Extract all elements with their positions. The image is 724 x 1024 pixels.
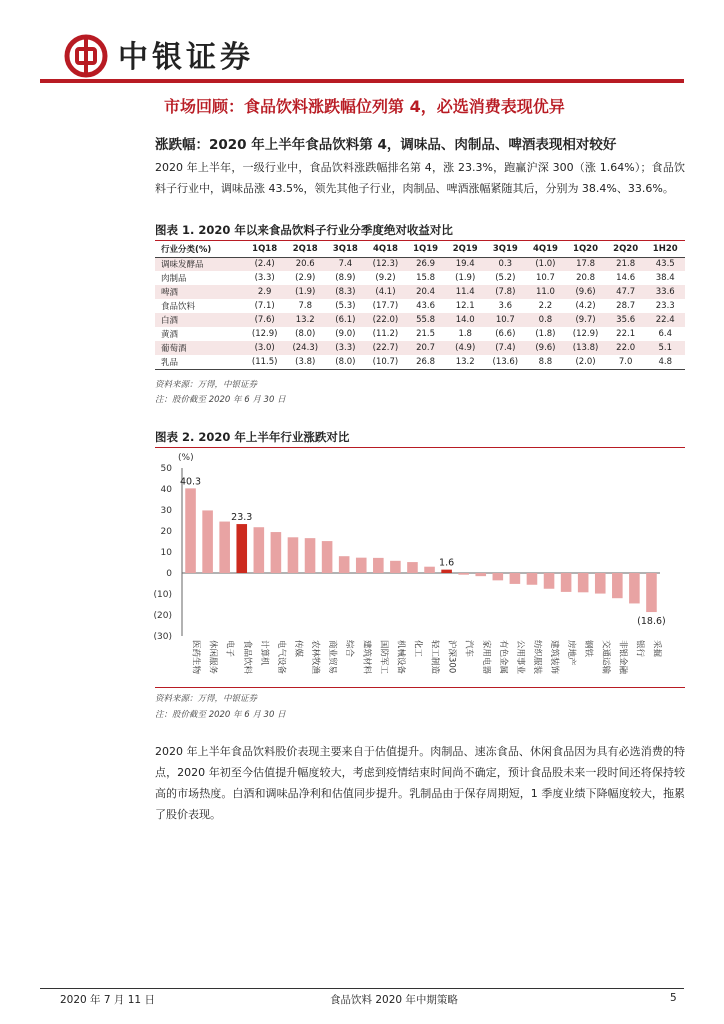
table-row [155,257,685,271]
column-header: 1H20 [645,241,685,257]
category-label: 休闲服务 [207,640,218,675]
y-tick-label: (10) [153,590,172,600]
category-label: 国防军工 [378,640,389,675]
column-header: 1Q19 [406,241,446,257]
intro-paragraph: 2020 年上半年，一级行业中，食品饮料涨跌幅排名第 4，涨 23.3%，跑赢沪深 300（涨 1.64%）；食品饮料子行业中，调味品涨 43.5%，领先其他子行业，肉制品、啤酒涨幅紧随其后，分别为 38.4%、33.6%。 [155,161,685,195]
bar [595,573,606,594]
category-label: 钢铁 [583,640,594,658]
brand-name: 中银证券 [118,40,254,75]
bar [356,558,367,573]
bank-of-china-logo-icon [64,34,108,78]
table-cell: 7.4 [326,257,366,271]
footer-doc-title: 食品饮料 2020 年中期策略 [330,994,458,1006]
table-cell: 6.4 [658,329,672,339]
table-cell: 26.9 [406,257,446,271]
category-label: 农林牧渔 [310,640,321,675]
table-cell: 0.3 [485,257,526,271]
figure1-note: 注：股价截至 2020 年 6 月 30 日 [155,395,286,405]
table-cell: 12.1 [455,301,475,311]
data-label: 40.3 [179,476,202,488]
category-label: 交通运输 [600,640,611,675]
table-cell: 15.8 [416,273,436,283]
bar [219,522,230,573]
bar [407,562,418,573]
table-header-row [155,241,685,257]
bar [185,488,196,573]
table-cell: 20.7 [406,341,446,355]
category-label: 银行 [634,640,645,658]
table-cell: 22.4 [645,313,685,327]
table-cell: (8.0) [295,329,316,339]
table-cell: 14.6 [616,273,636,283]
row-label: 肉制品 [161,274,187,284]
y-tick-label: 50 [160,464,172,474]
table-row [155,271,685,285]
category-label: 非银金融 [617,640,628,675]
category-label: 轻工制造 [429,640,440,675]
table-cell: (1.9) [455,273,476,283]
table-cell: (8.3) [326,285,366,299]
table-cell: 55.8 [406,313,446,327]
table-cell: (11.5) [244,355,285,369]
table-cell: 20.4 [406,285,446,299]
bar [561,573,572,592]
category-label: 医药生物 [190,640,201,675]
table-cell: (7.4) [485,341,526,355]
figure2-rule [155,447,685,448]
table-cell: (22.7) [365,341,406,355]
table-cell: 1.8 [458,329,472,339]
table-cell: (1.8) [535,329,556,339]
table-cell: (8.9) [335,273,356,283]
y-tick-label: (20) [153,611,172,621]
category-label: 建筑装饰 [549,640,560,675]
table-cell: 10.7 [535,273,555,283]
table-cell: 23.3 [655,301,675,311]
figure1-title: 图表 1. 2020 年以来食品饮料子行业分季度绝对收益对比 [155,223,453,237]
table-cell: (3.3) [326,341,366,355]
table-cell: (7.6) [244,313,285,327]
table-cell: (24.3) [285,341,326,355]
category-label: 电气设备 [275,640,286,675]
table-cell: (2.4) [244,257,285,271]
category-label: 电子 [224,640,235,658]
table-cell: 4.8 [645,355,685,369]
category-label: 综合 [344,640,355,658]
table-cell: (9.6) [565,285,606,299]
table-cell: 17.8 [565,257,606,271]
column-header: 行业分类(%) [155,241,244,257]
table-cell: (5.2) [495,273,516,283]
table-cell: 10.7 [485,313,526,327]
footer-date: 2020 年 7 月 11 日 [60,994,155,1006]
table-cell: (1.0) [526,257,566,271]
table-cell: (6.6) [495,329,516,339]
column-header: 2Q19 [445,241,485,257]
row-label: 葡萄酒 [155,341,244,355]
bar [424,567,435,573]
category-label: 计算机 [258,640,269,666]
bar [578,573,589,592]
table-cell: 5.1 [645,341,685,355]
quarterly-return-table [155,241,685,370]
table-row [155,285,685,299]
table-row [155,355,685,369]
bar [441,570,452,573]
y-tick-label: 40 [160,485,172,495]
table-cell: 47.7 [606,285,646,299]
table-cell: (13.6) [485,355,526,369]
category-label: 汽车 [463,640,474,658]
column-header: 3Q19 [485,241,526,257]
table-cell: (5.3) [335,301,356,311]
table-row [155,341,685,355]
bar [629,573,640,603]
y-tick-label: (30) [153,632,172,642]
category-label: 沪深300 [446,640,457,674]
table-cell: (1.9) [285,285,326,299]
table-cell: (6.1) [326,313,366,327]
bar [527,573,538,585]
table-cell: 20.6 [285,257,326,271]
figure2-source: 资料来源：万得，中银证券 [155,694,258,704]
bar [612,573,623,598]
column-header: 2Q20 [606,241,646,257]
bar [288,537,299,573]
row-label: 食品饮料 [161,302,196,312]
table-cell: (9.7) [565,313,606,327]
bar [339,556,350,573]
bar [254,527,265,573]
category-label: 公用事业 [514,640,525,675]
figure2-note: 注：股价截至 2020 年 6 月 30 日 [155,710,286,720]
table-cell: (12.9) [572,329,599,339]
row-label: 调味发酵品 [155,257,244,271]
bar [390,561,401,573]
bar [202,510,213,573]
table-cell: (13.8) [565,341,606,355]
row-label: 黄酒 [161,330,179,340]
table-cell: 33.6 [645,285,685,299]
column-header: 1Q20 [565,241,606,257]
category-label: 建筑材料 [361,640,372,675]
category-label: 化工 [412,640,423,658]
table-cell: (12.3) [365,257,406,271]
table-cell: 2.2 [538,301,553,311]
category-label: 食品饮料 [241,640,252,675]
row-label: 啤酒 [155,285,244,299]
table-cell: 13.2 [445,355,485,369]
section-title: 市场回顾：食品饮料涨跌幅位列第 4，必选消费表现优异 [164,97,565,116]
footer-rule [40,988,684,989]
table-cell: 13.2 [285,313,326,327]
bar [236,524,247,573]
table-cell: 8.8 [526,355,566,369]
table-cell: 28.7 [616,301,636,311]
analysis-paragraph: 2020 年上半年食品饮料股价表现主要来自于估值提升。肉制品、速冻食品、休闲食品因为具有必选消费的特点，2020 年初至今估值提升幅度较大，考虑到疫情结束时间尚不确定，预计食品股未来一段时间还将保持较高的市场热度。白酒和调味品净利和估值同步提升。乳制品由于保存周期短，1 季度业绩下降幅度较大，拖累了股价表现。 [155,745,685,821]
table-cell: 7.0 [606,355,646,369]
table-cell: (10.7) [365,355,406,369]
table-cell: 3.6 [498,301,513,311]
page-number: 5 [670,992,677,1004]
row-label: 乳品 [155,355,244,369]
data-label: 1.6 [439,557,455,569]
row-label: 白酒 [155,313,244,327]
table-cell: (11.2) [372,329,399,339]
table-cell: (3.3) [254,273,275,283]
table-cell: (17.7) [372,301,399,311]
header-rule [40,79,684,83]
bar [458,573,469,575]
category-label: 纺织服装 [531,640,542,675]
table-cell: (3.0) [244,341,285,355]
table-cell: (4.9) [445,341,485,355]
category-label: 机械设备 [395,640,406,675]
table-cell: 26.8 [406,355,446,369]
table-row [155,313,685,327]
industry-performance-chart [150,450,690,685]
table-cell: 11.0 [526,285,566,299]
column-header: 4Q19 [526,241,566,257]
table-cell: (22.0) [365,313,406,327]
y-tick-label: 0 [166,569,172,579]
table-row [155,299,685,313]
y-axis-unit-label: (%) [178,453,194,463]
table-cell: 14.0 [445,313,485,327]
category-label: 房地产 [566,640,577,666]
category-label: 家用电器 [480,640,491,675]
bar [475,573,486,576]
column-header: 2Q18 [285,241,326,257]
category-label: 有色金属 [497,640,508,675]
bar [510,573,521,584]
category-label: 采掘 [651,640,662,658]
y-tick-label: 20 [160,527,172,537]
bar [322,541,333,573]
table-cell: (9.6) [526,341,566,355]
table-cell: 19.4 [445,257,485,271]
table-cell: 22.1 [616,329,636,339]
table-cell: 2.9 [244,285,285,299]
y-tick-label: 30 [160,506,172,516]
table-row [155,327,685,341]
y-tick-label: 10 [160,548,172,558]
bar [373,558,384,573]
table-cell: 35.6 [606,313,646,327]
table-cell: (4.1) [365,285,406,299]
table-cell: (4.2) [575,301,596,311]
table-cell: (7.8) [485,285,526,299]
table-cell: (9.2) [375,273,396,283]
bar [646,573,657,612]
figure2-title: 图表 2. 2020 年上半年行业涨跌对比 [155,430,350,444]
table-cell: (3.8) [285,355,326,369]
figure2-bottom-rule [155,687,685,688]
table-cell: (8.0) [326,355,366,369]
data-label: (18.6) [637,616,666,628]
bar [271,532,282,573]
table-cell: 21.5 [416,329,436,339]
category-label: 传媒 [292,640,303,658]
table-cell: 38.4 [655,273,675,283]
column-header: 1Q18 [244,241,285,257]
table-cell: (2.9) [295,273,316,283]
bar [544,573,555,589]
table-cell: 20.8 [576,273,595,283]
table-cell: (2.0) [565,355,606,369]
table-cell: 21.8 [606,257,646,271]
data-label: 23.3 [231,512,253,524]
table-cell: 0.8 [526,313,566,327]
column-header: 3Q18 [326,241,366,257]
table-cell: 43.5 [645,257,685,271]
table-cell: (12.9) [251,329,278,339]
table-cell: 22.0 [606,341,646,355]
bar [305,538,316,573]
category-label: 商业贸易 [327,640,338,675]
sub-title: 涨跌幅：2020 年上半年食品饮料第 4，调味品、肉制品、啤酒表现相对较好 [155,137,617,153]
column-header: 4Q18 [365,241,406,257]
table-cell: 7.8 [298,301,312,311]
table-cell: 43.6 [416,301,436,311]
table-cell: (7.1) [254,301,275,311]
figure1-source: 资料来源：万得，中银证券 [155,380,258,390]
table-cell: 11.4 [445,285,485,299]
bar [493,573,504,580]
table-cell: (9.0) [335,329,356,339]
